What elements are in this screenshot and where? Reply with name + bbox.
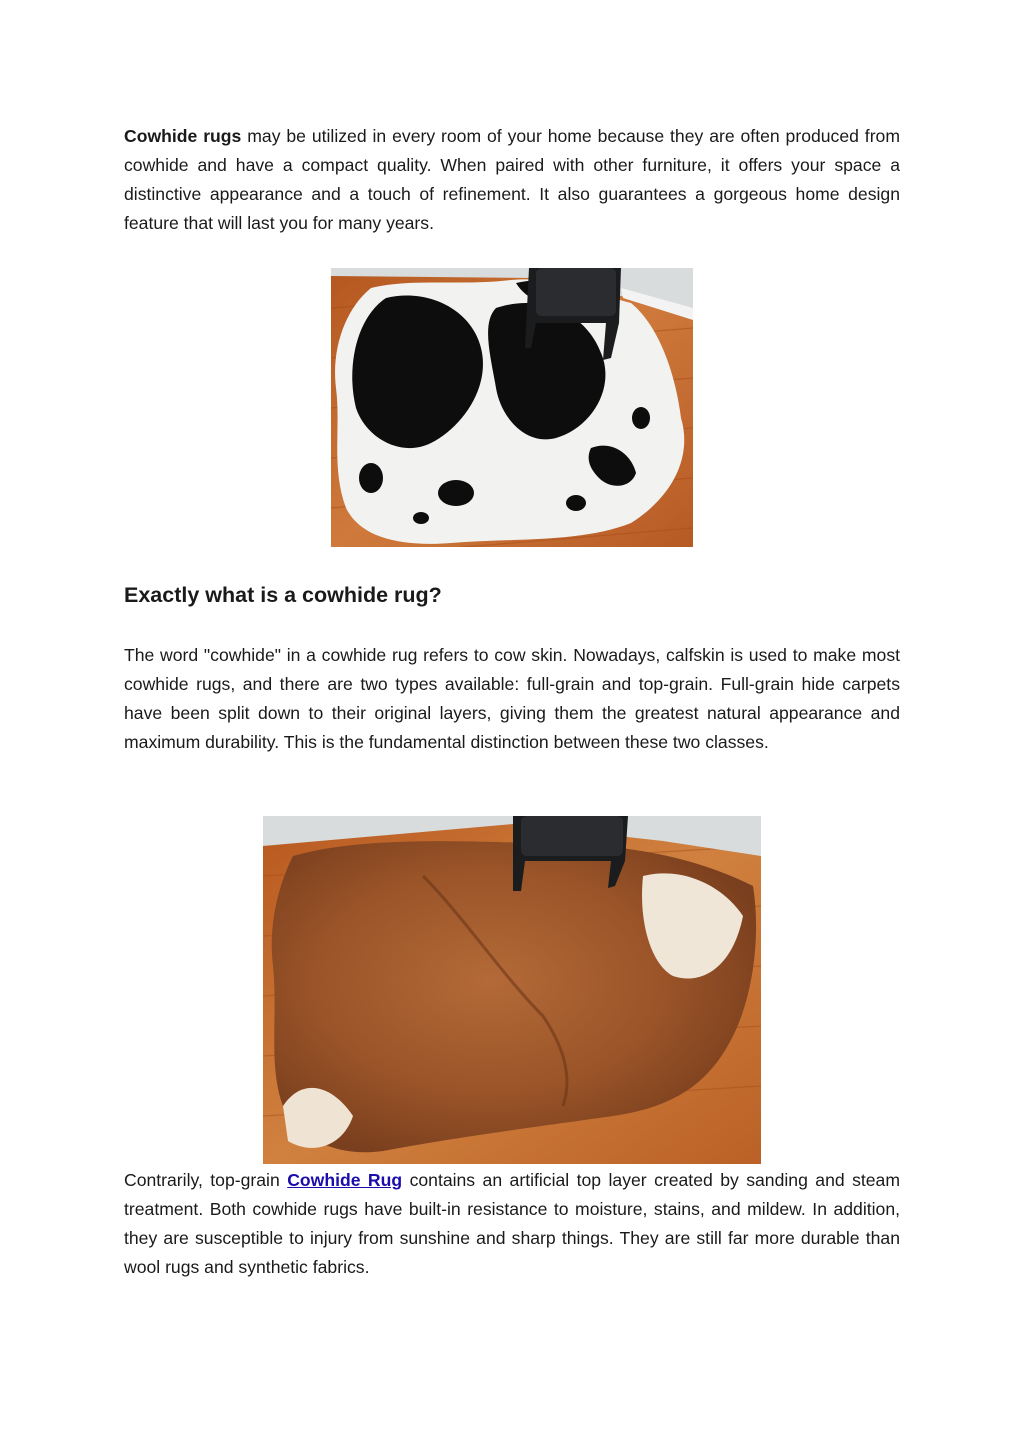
closing-text-before: Contrarily, top-grain xyxy=(124,1170,280,1190)
intro-paragraph xyxy=(124,122,900,238)
section-paragraph: The word "cowhide" in a cowhide rug refers to cow skin. Nowadays, calfskin is used to make most cowhide rugs, and there are two types available: full-grain and top-grain. Full-grain hide carpets have been split down to their original layers, giving them the greatest natural appearance and maximum durability. This is the fundamental distinction between these two classes. xyxy=(124,645,900,752)
brown-cowhide-rug-photo xyxy=(263,816,761,1164)
intro-text: may be utilized in every room of your home because they are often produced from cowhide and have a compact quality. When paired with other furniture, it offers your space a distinctive appearance and a touch of refinement. It also guarantees a gorgeous home design feature that will last you for many years. xyxy=(124,126,900,233)
cowhide-rug-link[interactable]: Cowhide Rug xyxy=(287,1170,403,1190)
closing-text-after: contains an artificial top layer created by sanding and steam treatment. Both cowhide rugs have built-in resistance to moisture, stains, and mildew. In addition, they are susceptible to injury from sunshine and sharp things. They are still far more durable than wool rugs and synthetic fabrics. xyxy=(124,1170,900,1277)
section-heading: Exactly what is a cowhide rug? xyxy=(124,583,442,607)
black-white-cowhide-rug-photo xyxy=(331,268,693,547)
intro-lead-bold: Cowhide rugs xyxy=(124,126,242,146)
closing-paragraph xyxy=(124,1166,900,1282)
